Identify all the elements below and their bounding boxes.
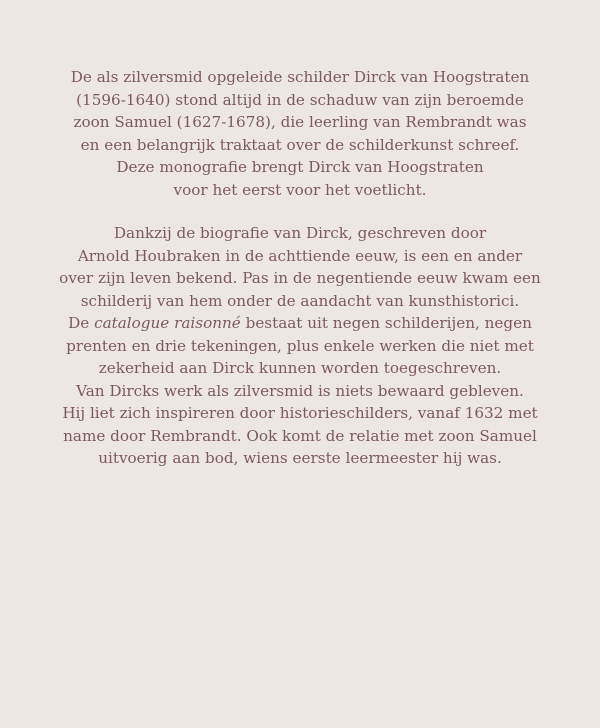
body-paragraph xyxy=(40,222,560,470)
text-line: (1596-1640) stond altijd in de schaduw van zijn beroemde xyxy=(76,90,524,109)
text-line: uitvoerig aan bod, wiens eerste leermeester hij was. xyxy=(98,449,502,467)
text-line: Dankzij de biografie van Dirck, geschreven door xyxy=(113,224,487,242)
line-prefix: De xyxy=(68,314,95,332)
text-line: voor het eerst voor het voetlicht. xyxy=(173,180,427,199)
text-line: zekerheid aan Dirck kunnen worden toegeschreven. xyxy=(98,359,502,377)
text-line: De als zilversmid opgeleide schilder Dirck van Hoogstraten xyxy=(70,68,530,86)
text-line: Arnold Houbraken in de achttiende eeuw, is een en ander xyxy=(77,246,523,265)
line-suffix: bestaat uit negen schilderijen, negen xyxy=(240,314,532,332)
text-line: name door Rembrandt. Ook komt de relatie met zoon Samuel xyxy=(63,426,537,445)
text-line: over zijn leven bekend. Pas in de negentiende eeuw kwam een xyxy=(59,269,541,287)
text-line: zoon Samuel (1627-1678), die leerling van Rembrandt was xyxy=(73,113,527,131)
text-line: Deze monografie brengt Dirck van Hoogstraten xyxy=(116,158,484,176)
text-line: schilderij van hem onder de aandacht van kunsthistorici. xyxy=(80,291,520,310)
italic-term: catalogue raisonné xyxy=(94,314,241,332)
text-line: Hij liet zich inspireren door historieschilders, vanaf 1632 met xyxy=(62,404,538,422)
text-line: Van Dircks werk als zilversmid is niets bewaard gebleven. xyxy=(76,381,524,400)
intro-paragraph xyxy=(40,66,560,201)
text-line-with-italic xyxy=(40,312,560,335)
text-line: prenten en drie tekeningen, plus enkele werken die niet met xyxy=(66,336,534,355)
text-line: en een belangrijk traktaat over de schilderkunst schreef. xyxy=(80,135,520,154)
